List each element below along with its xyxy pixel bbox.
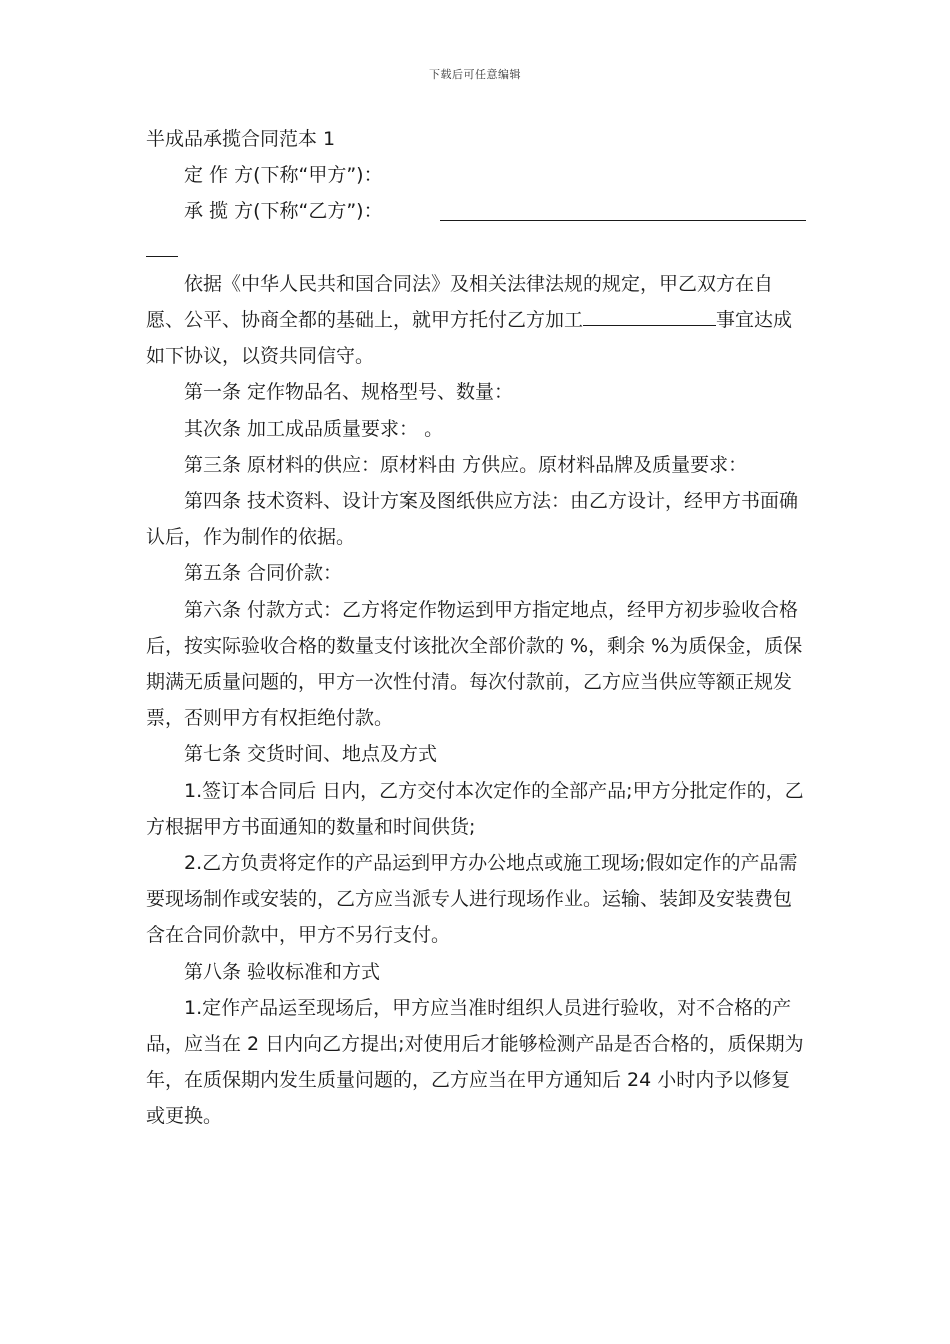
intro-text-1: 依据《中华人民共和国合同法》及相关法律法规的规定，甲乙双方在自愿、公平、协商全都的基础上，就甲方托付乙方加工 <box>146 272 774 331</box>
article-8: 第八条 验收标准和方式 <box>184 960 381 983</box>
party-a-line: 定 作 方(下称“甲方”)： <box>184 164 383 187</box>
article-5: 第五条 合同价款： <box>184 562 343 585</box>
article-4: 第四条 技术资料、设计方案及图纸供应方法：由乙方设计，经甲方书面确认后，作为制作的依据。 <box>146 490 799 549</box>
article-6: 第六条 付款方式：乙方将定作物运到甲方指定地点，经甲方初步验收合格后，按实际验收合格的数量支付该批次全部价款的 %，剩余 %为质保金，质保期满无质量问题的，甲方一次性付清。每次付款前，乙方应当供应等额正规发票，否则甲方有权拒绝付款。 <box>146 598 803 730</box>
article-3: 第三条 原材料的供应：原材料由 方供应。原材料品牌及质量要求： <box>184 453 748 476</box>
article-2: 其次条 加工成品质量要求： 。 <box>184 417 444 440</box>
party-b-label: 承 揽 方(下称“乙方”)： <box>184 200 383 223</box>
product-blank-1 <box>583 306 641 326</box>
article-7-clause-2: 2.乙方负责将定作的产品运到甲方办公地点或施工现场;假如定作的产品需要现场制作或安装的，乙方应当派专人进行现场作业。运输、装卸及安装费包含在合同价款中，甲方不另行支付。 <box>146 852 798 947</box>
contract-document <box>146 121 806 1135</box>
article-7: 第七条 交货时间、地点及方式 <box>184 743 438 766</box>
party-b-blank-continued <box>146 230 806 266</box>
party-b-blank <box>440 220 806 221</box>
document-title: 半成品承揽合同范本 1 <box>146 128 336 150</box>
product-blank-2 <box>641 306 716 326</box>
article-7-clause-1: 1.签订本合同后 日内，乙方交付本次定作的全部产品;甲方分批定作的，乙方根据甲方书面通知的数量和时间供货; <box>146 779 804 838</box>
page-header-note: 下载后可任意编辑 <box>429 68 521 81</box>
party-b-line <box>146 193 806 229</box>
article-8-clause-1: 1.定作产品运至现场后，甲方应当准时组织人员进行验收，对不合格的产品，应当在 2 日内向乙方提出;对使用后才能够检测产品是否合格的，质保期为 年，在质保期内发生质量问题的，乙方应当在甲方通知后 24 小时内予以修复或更换。 <box>146 996 804 1128</box>
intro-text-2: 事宜达成如下协议，以资共同信守。 <box>146 308 793 368</box>
party-b-blank-tail <box>146 256 178 257</box>
intro-paragraph <box>146 266 806 375</box>
article-1: 第一条 定作物品名、规格型号、数量： <box>184 381 514 404</box>
